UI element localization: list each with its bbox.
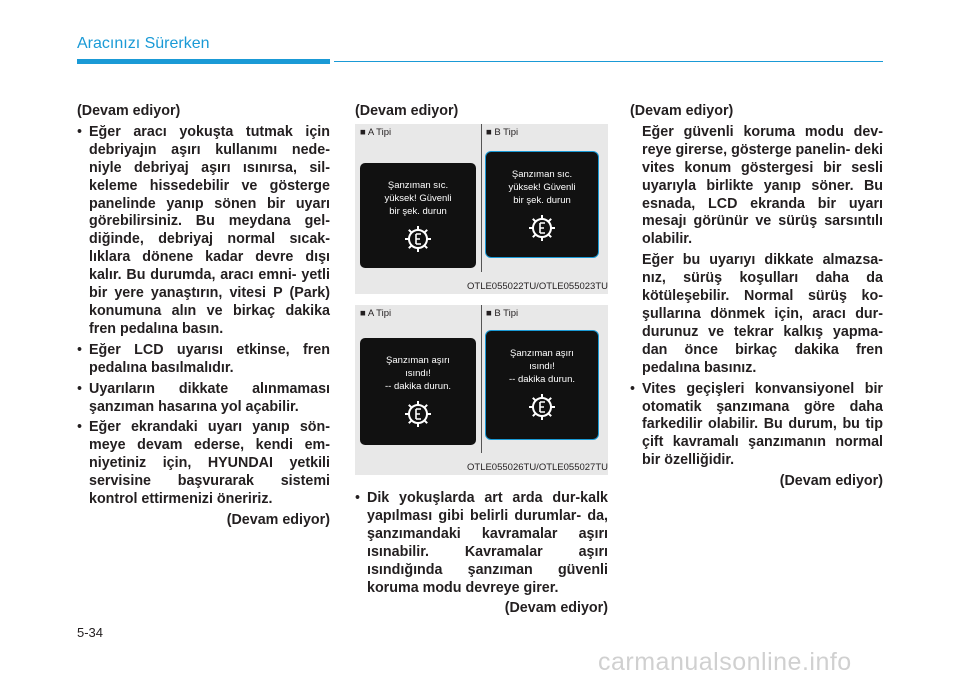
column-left bbox=[77, 103, 330, 530]
transmission-warning-gear-icon bbox=[526, 212, 558, 244]
column-middle-text bbox=[355, 490, 608, 618]
figure-code: OTLE055022TU/OTLE055023TU bbox=[467, 281, 608, 292]
section-title: Aracınızı Sürerken bbox=[77, 35, 210, 52]
figure-divider bbox=[481, 124, 482, 272]
transmission-warning-gear-icon bbox=[526, 391, 558, 423]
type-a-label: ■ A Tipi bbox=[360, 127, 392, 138]
list-item: • Eğer ekrandaki uyarı yanıp sön- meye devam ederse, kendi em- niyetiniz için, HYUNDAI yetkili servisine başvurarak sistemi kontrol ettirmenizi öneririz. bbox=[77, 419, 330, 509]
type-b-label: ■ B Tipi bbox=[486, 308, 519, 319]
list-item: • Eğer aracı yokuşta tutmak için debriyajın aşırı kullanımı nede- niyle debriyaj aşırı ısınırsa, sil- keleme hissedebilir ve gösterge panelinde yanıp sönen bir uyarı görebilirsiniz. Bu meydana gel- diğinde, debriyaj normal sıcak- lıklara dönene kadar devre dışı kalır. Bu durumda, aracı emni- yetli bir yere yanaştırın, vitesi P (Park) konumuna alın ve birkaç dakika fren pedalına basın. bbox=[77, 124, 330, 339]
lcd-screen-type-b bbox=[485, 151, 599, 258]
lcd-screen-type-b bbox=[485, 330, 599, 440]
continued-footer: (Devam ediyor) bbox=[779, 473, 883, 490]
continued-footer: (Devam ediyor) bbox=[226, 511, 330, 528]
paragraph: Eğer güvenli koruma modu dev- reye girerse, gösterge panelin- deki vites konum göstergesi bir sesli uyarıyla birlikte yanıp söner. Bu esnada, LCD ekranda bir uyarı mesajı görünür ve sürüş sarsıntılı olabilir. bbox=[642, 123, 883, 248]
header-rule-thin bbox=[334, 61, 883, 62]
header-rule-thick bbox=[77, 59, 330, 64]
lcd-screen-type-a bbox=[360, 338, 476, 445]
bullet-list bbox=[630, 381, 883, 471]
continued-heading: (Devam ediyor) bbox=[630, 103, 734, 119]
lcd-message: Şanzıman sıc. yüksek! Güvenli bir şek. durun bbox=[384, 180, 452, 217]
bullet-list bbox=[77, 124, 330, 509]
list-item: • Dik yokuşlarda art arda dur-kalk yapılması gibi belirli durumlar- da, şanzımandaki kavramalar aşırı ısınabilir. Kavramalar aşırı ısındığında şanzıman güvenli koruma modu devreye girer. bbox=[355, 490, 608, 597]
list-item: • Vites geçişleri konvansiyonel bir otomatik şanzımana göre daha farkedilir olabilir. Bu durum, bu tip çift kavramalı şanzımanın normal bir özelliğidir. bbox=[630, 381, 883, 471]
transmission-warning-gear-icon bbox=[402, 223, 434, 255]
continued-heading: (Devam ediyor) bbox=[77, 103, 181, 119]
watermark: carmanualsonline.info bbox=[598, 648, 852, 676]
continued-heading: (Devam ediyor) bbox=[355, 103, 459, 119]
bullet-list bbox=[355, 490, 608, 597]
figure-divider bbox=[481, 305, 482, 453]
type-a-label: ■ A Tipi bbox=[360, 308, 392, 319]
page-number: 5-34 bbox=[77, 625, 104, 640]
type-b-label: ■ B Tipi bbox=[486, 127, 519, 138]
column-middle bbox=[355, 103, 608, 124]
lcd-message: Şanzıman aşırı ısındı! -- dakika durun. bbox=[508, 348, 575, 385]
continued-footer: (Devam ediyor) bbox=[504, 600, 608, 617]
lcd-message: Şanzıman sıc. yüksek! Güvenli bir şek. durun bbox=[508, 169, 576, 206]
warning-figure-2 bbox=[355, 305, 608, 475]
figure-code: OTLE055026TU/OTLE055027TU bbox=[467, 462, 608, 473]
column-right bbox=[630, 103, 883, 491]
lcd-screen-type-a bbox=[360, 163, 476, 268]
list-item: • Eğer LCD uyarısı etkinse, fren pedalına basılmalıdır. bbox=[77, 342, 330, 378]
lcd-message: Şanzıman aşırı ısındı! -- dakika durun. bbox=[384, 355, 451, 392]
transmission-warning-gear-icon bbox=[402, 398, 434, 430]
paragraph: Eğer bu uyarıyı dikkate almazsa- nız, sürüş koşulları daha da kötüleşebilir. Normal sürüş ko- şullarına dönmek için, aracı dur- durunuz ve tekrar kalkış yapma- dan önce birkaç dakika fren pedalına basınız. bbox=[642, 252, 883, 376]
warning-figure-1 bbox=[355, 124, 608, 294]
list-item: • Uyarıların dikkate alınmaması şanzıman hasarına yol açabilir. bbox=[77, 381, 330, 417]
